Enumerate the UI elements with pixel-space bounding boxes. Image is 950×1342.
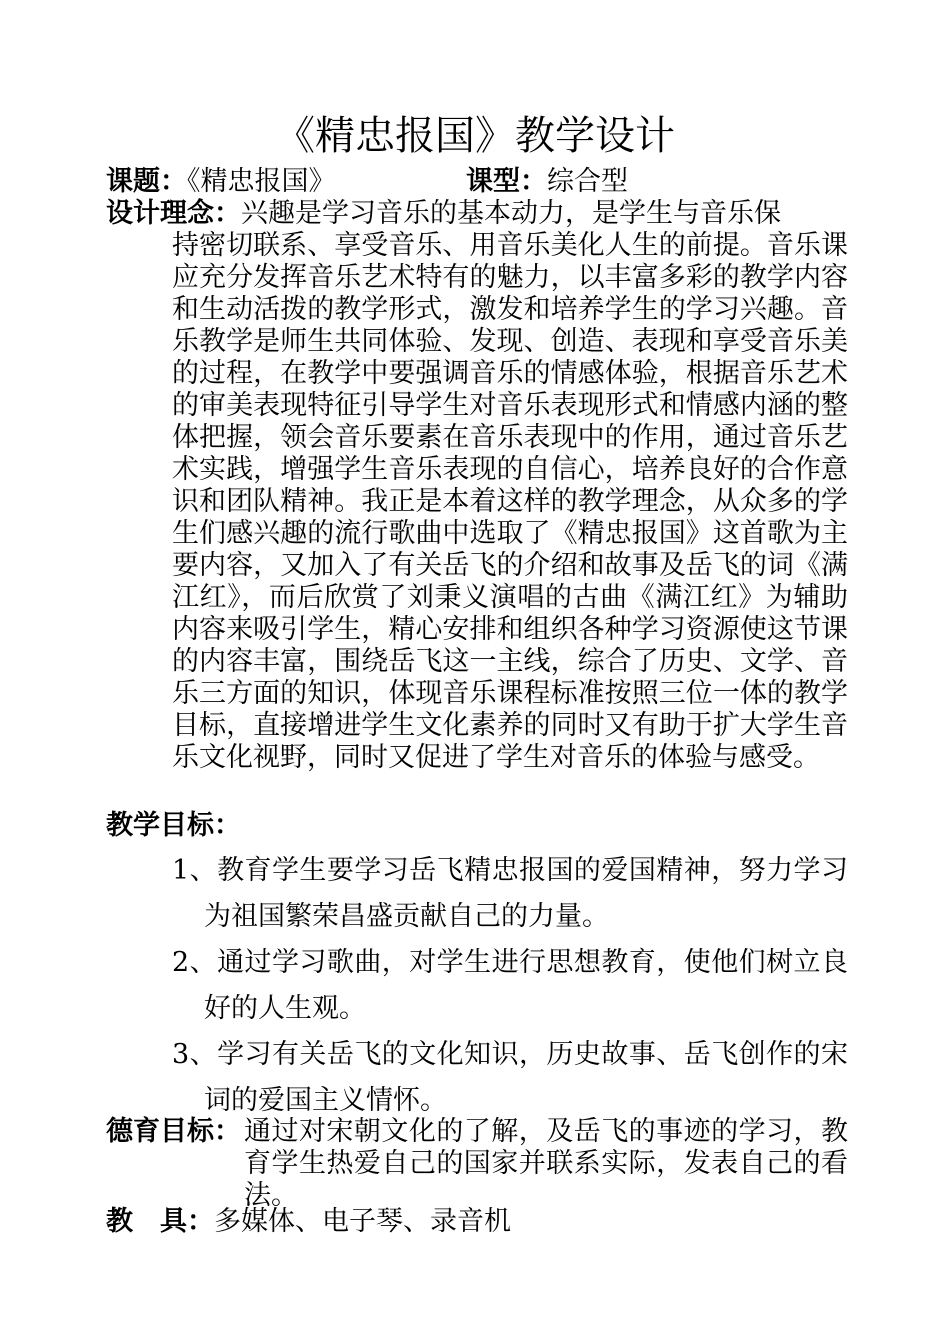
moral-heading bbox=[106, 1116, 241, 1148]
goal-item-1: 1、教育学生要学习岳飞精忠报国的爱国精神，努力学习为祖国繁荣昌盛贡献自己的力量。 bbox=[172, 855, 848, 932]
concept-label: 设计理念： bbox=[106, 198, 241, 229]
goal-item-3: 3、学习有关岳飞的文化知识，历史故事、岳飞创作的宋词的爱国主义情怀。 bbox=[172, 1039, 848, 1116]
tools-label: 教 具： bbox=[106, 1206, 214, 1237]
concept-first-line bbox=[106, 198, 781, 230]
goal-item-2: 2、通过学习歌曲，对学生进行思想教育，使他们树立良好的人生观。 bbox=[172, 947, 848, 1024]
topic-row bbox=[106, 166, 336, 198]
topic-label: 课题： bbox=[106, 166, 187, 197]
moral-paragraph: 通过对宋朝文化的了解，及岳飞的事迹的学习，教育学生热爱自己的国家并联系实际，发表自己的看法。 bbox=[244, 1116, 848, 1211]
type-row bbox=[466, 166, 628, 198]
tools-value: 多媒体、电子琴、录音机 bbox=[214, 1206, 511, 1237]
goals-heading bbox=[106, 810, 241, 842]
concept-lead: 兴趣是学习音乐的基本动力，是学生与音乐保 bbox=[241, 198, 781, 229]
moral-label: 德育目标： bbox=[106, 1116, 241, 1147]
type-label: 课型： bbox=[466, 166, 547, 197]
concept-paragraph: 持密切联系、享受音乐、用音乐美化人生的前提。音乐课应充分发挥音乐艺术特有的魅力，以丰富多彩的教学内容和生动活拨的教学形式，激发和培养学生的学习兴趣。音乐教学是师生共同体验、发现、创造、表现和享受音乐美的过程，在教学中要强调音乐的情感体验，根据音乐艺术的审美表现特征引导学生对音乐表现形式和情感内涵的整体把握，领会音乐要素在音乐表现中的作用，通过音乐艺术实践，增强学生音乐表现的自信心，培养良好的合作意识和团队精神。我正是本着这样的教学理念，从众多的学生们感兴趣的流行歌曲中选取了《精忠报国》这首歌为主要内容，又加入了有关岳飞的介绍和故事及岳飞的词《满江红》，而后欣赏了刘秉义演唱的古曲《满江红》为辅助内容来吸引学生，精心安排和组织各种学习资源使这节课的内容丰富，围绕岳飞这一主线，综合了历史、文学、音乐三方面的知识，体现音乐课程标准按照三位一体的教学目标，直接增进学生文化素养的同时又有助于扩大学生音乐文化视野，同时又促进了学生对音乐的体验与感受。 bbox=[172, 230, 848, 773]
topic-value: 《精忠报国》 bbox=[187, 166, 336, 197]
type-value: 综合型 bbox=[547, 166, 628, 197]
tools-row bbox=[106, 1206, 511, 1238]
document-title: 《精忠报国》教学设计 bbox=[275, 113, 675, 159]
goals-label: 教学目标： bbox=[106, 810, 241, 841]
